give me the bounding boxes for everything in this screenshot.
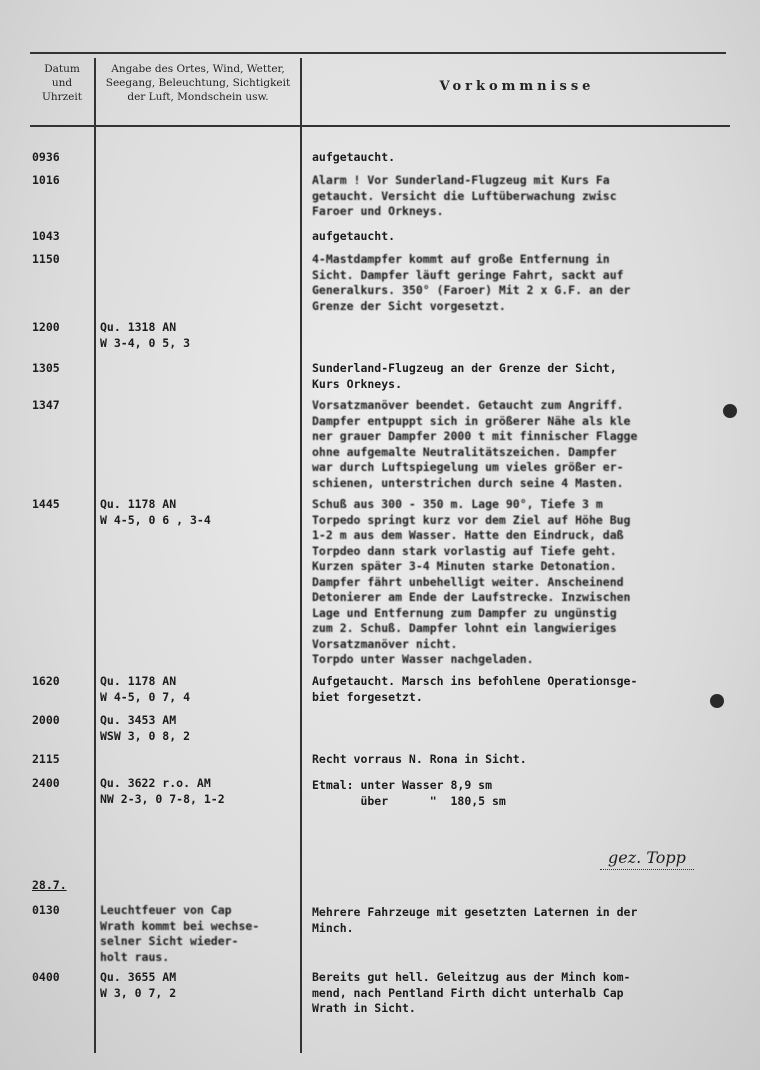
entry-place: Qu. 3453 AM WSW 3, 0 8, 2 xyxy=(100,713,191,743)
entry-events: Vorsatzmanöver beendet. Getaucht zum Angriff. Dampfer entpuppt sich in größerer Nähe als kle ner grauer Dampfer 2000 t mit finnischer Flagge ohne aufgemalte Neutralitätszeichen. Dampfer war durch Luftspiegelung um vieles größer er- schienen, unterstrichen durch seine 4 Masten. xyxy=(312,398,638,490)
entry-events: Bereits gut hell. Geleitzug aus der Minch kom- mend, nach Pentland Firth dicht unterhalb Cap Wrath in Sicht. xyxy=(312,970,631,1015)
entry-time: 1043 xyxy=(32,229,60,243)
entry-time: 0400 xyxy=(32,970,60,984)
entry-time: 1620 xyxy=(32,674,60,688)
entry-time: 1150 xyxy=(32,252,60,266)
entry-place: Qu. 1178 AN W 4-5, 0 6 , 3-4 xyxy=(100,497,211,527)
entry-time: 1445 xyxy=(32,497,60,511)
entry-place: Leuchtfeuer von Cap Wrath kommt bei wechse- selner Sicht wieder- holt raus. xyxy=(100,903,260,964)
entry-events: Aufgetaucht. Marsch ins befohlene Operationsge- biet forgesetzt. xyxy=(312,674,638,704)
entry-time: 0130 xyxy=(32,903,60,917)
entry-events: Mehrere Fahrzeuge mit gesetzten Laternen in der Minch. xyxy=(312,905,638,935)
entry-events: aufgetaucht. xyxy=(312,229,396,243)
entry-time: 2400 xyxy=(32,776,60,790)
entry-time: 2115 xyxy=(32,752,60,766)
entry-time: 1016 xyxy=(32,173,60,187)
entry-place: Qu. 3655 AM W 3, 0 7, 2 xyxy=(100,970,177,1000)
entry-time: 2000 xyxy=(32,713,60,727)
header-time: Datum und Uhrzeit xyxy=(42,63,82,103)
entry-events: Sunderland-Flugzeug an der Grenze der Sicht, Kurs Orkneys. xyxy=(312,361,617,391)
entry-place: Qu. 1318 AN W 3-4, 0 5, 3 xyxy=(100,320,191,350)
entry-events: Recht vorraus N. Rona in Sicht. xyxy=(312,752,527,766)
header-rule xyxy=(30,125,730,127)
entry-place: Qu. 1178 AN W 4-5, 0 7, 4 xyxy=(100,674,191,704)
header-events: Vorkommnisse xyxy=(439,79,595,94)
entry-time: 0936 xyxy=(32,150,60,164)
hole-mark-icon xyxy=(710,694,724,708)
column-divider-2 xyxy=(300,58,302,1053)
entry-events: Schuß aus 300 - 350 m. Lage 90°, Tiefe 3 m Torpedo springt kurz vor dem Ziel auf Höhe Bug 1-2 m aus dem Wasser. Hatte den Eindruck, daß Torpdeo dann stark vorlastig auf Tiefe geht. Kurzen später 3-4 Minuten starke Detonation. Dampfer fährt unbehelligt weiter. Anscheinend Detonierer am Ende der Laufstrecke. Inzwischen Lage und Entfernung zum Dampfer zu ungünstig zum 2. Schuß. Dampfer lohnt ein langwieriges Vorsatzmanöver nicht. Torpdo unter Wasser nachgeladen. xyxy=(312,497,631,666)
entry-time: 1305 xyxy=(32,361,60,375)
entry-events: Etmal: unter Wasser 8,9 sm über " 180,5 sm xyxy=(312,778,506,808)
entry-date: 28.7. xyxy=(32,878,67,892)
signature: gez. Topp xyxy=(600,848,694,870)
column-divider-1 xyxy=(94,58,96,1053)
entry-events: aufgetaucht. xyxy=(312,150,396,164)
entry-time: 1200 xyxy=(32,320,60,334)
entry-time: 1347 xyxy=(32,398,60,412)
header-place: Angabe des Ortes, Wind, Wetter, Seegang, Beleuchtung, Sichtigkeit der Luft, Mondschein usw. xyxy=(105,63,291,103)
entry-events: 4-Mastdampfer kommt auf große Entfernung in Sicht. Dampfer läuft geringe Fahrt, sackt auf Generalkurs. 350° (Faroer) Mit 2 x G.F. an der Grenze der Sicht vorgesetzt. xyxy=(312,252,631,313)
top-rule xyxy=(30,52,726,54)
hole-mark-icon xyxy=(723,404,737,418)
entry-place: Qu. 3622 r.o. AM NW 2-3, 0 7-8, 1-2 xyxy=(100,776,225,806)
entry-events: Alarm ! Vor Sunderland-Flugzeug mit Kurs Fa getaucht. Versicht die Luftüberwachung zwisc Faroer und Orkneys. xyxy=(312,173,617,218)
